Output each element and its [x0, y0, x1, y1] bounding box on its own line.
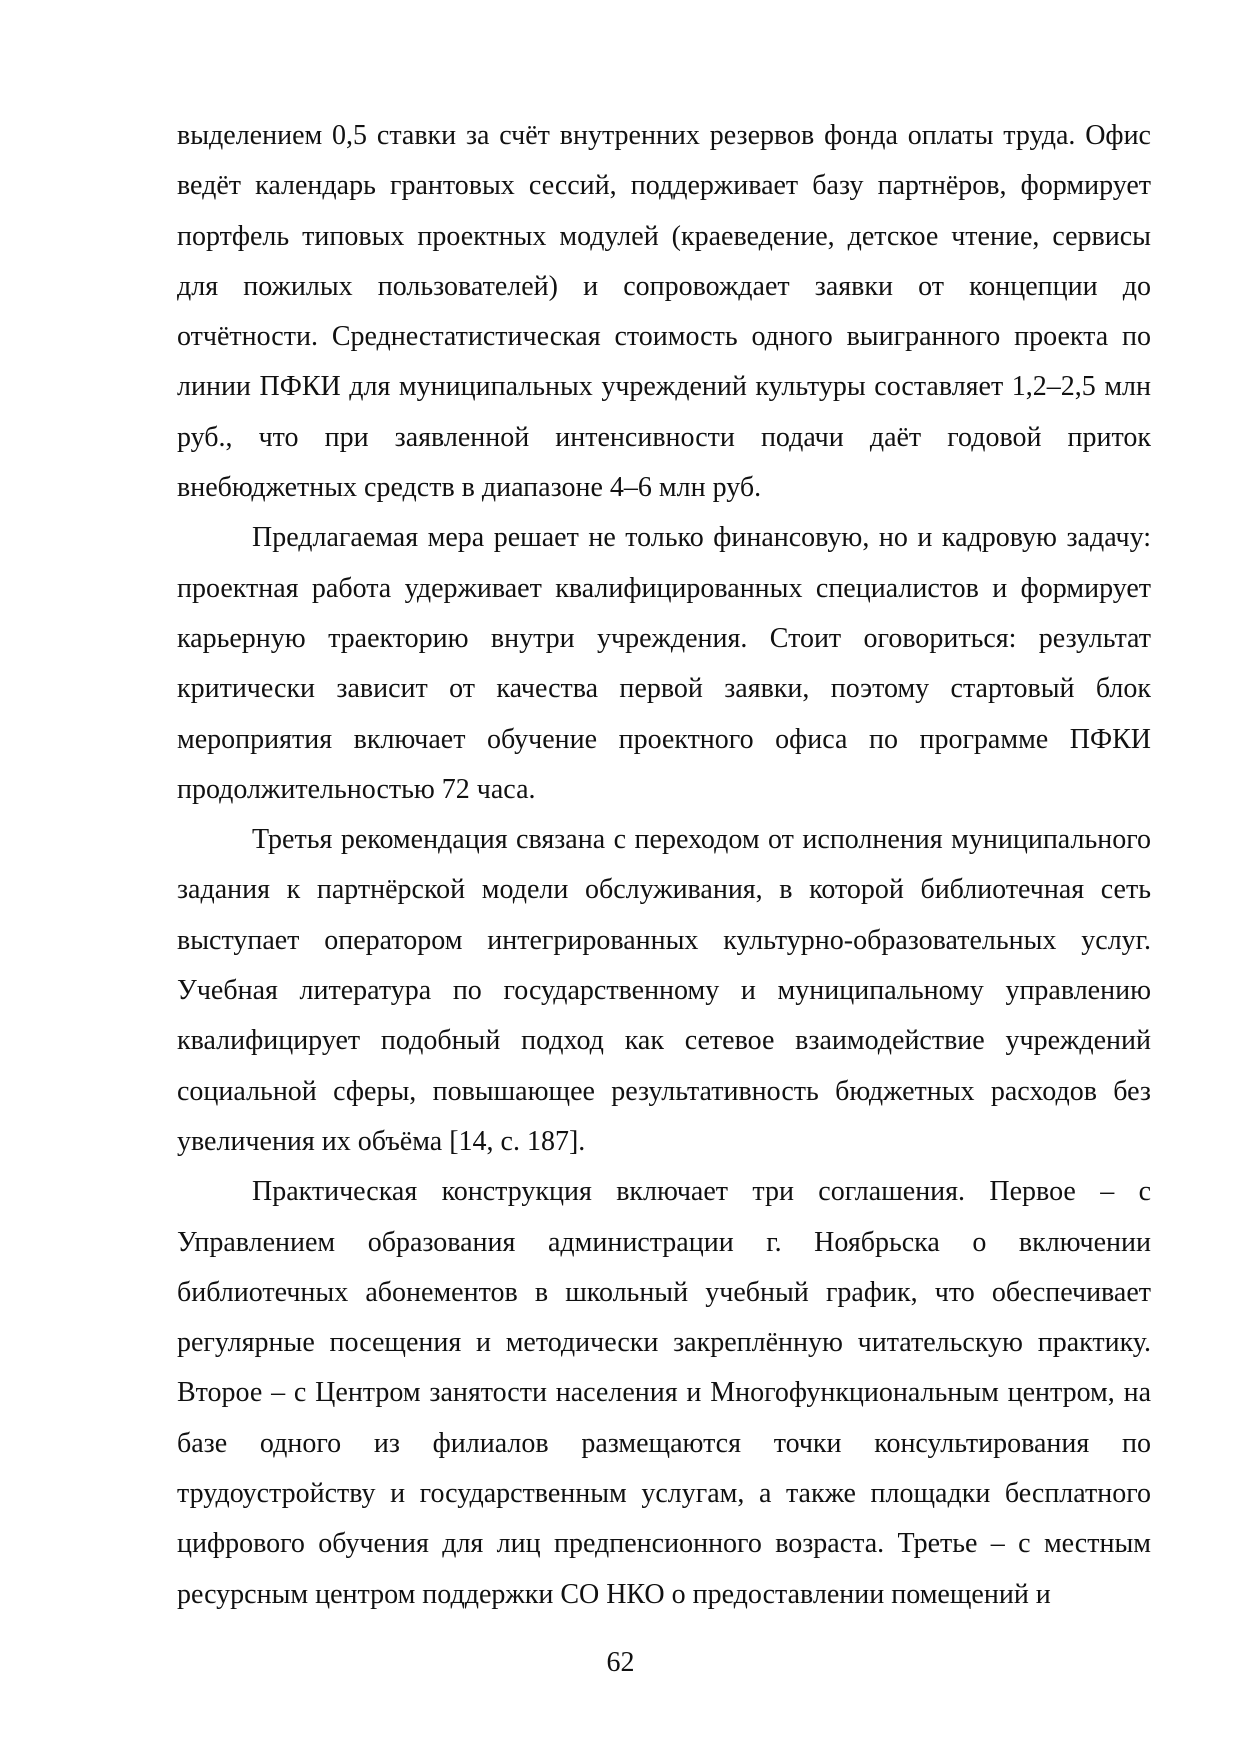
body-text	[177, 111, 1151, 1620]
paragraph-third-recommendation: Третья рекомендация связана с переходом от исполнения муниципального задания к партнёрской модели обслуживания, в которой библиотечная сеть выступает оператором интегрированных культурно-образовательных услуг. Учебная литература по государственному и муниципальному управлению квалифицирует подобный подход как сетевое взаимодействие учреждений социальной сферы, повышающее результативность бюджетных расходов без увеличения их объёма [14, с. 187].	[177, 824, 1151, 1157]
paragraph-partnership-agreements: Практическая конструкция включает три соглашения. Первое – с Управлением образования администрации г. Ноябрьска о включении библиотечных абонементов в школьный учебный график, что обеспечивает регулярные посещения и методически закреплённую читательскую практику. Второе – с Центром занятости населения и Многофункциональным центром, на базе одного из филиалов размещаются точки консультирования по трудоустройству и государственным услугам, а также площадки бесплатного цифрового обучения для лиц предпенсионного возраста. Третье – с местным ресурсным центром поддержки СО НКО о предоставлении помещений и	[177, 1176, 1151, 1610]
paragraph-continuation: выделением 0,5 ставки за счёт внутренних резервов фонда оплаты труда. Офис ведёт календарь грантовых сессий, поддерживает базу партнёров, формирует портфель типовых проектных модулей (краеведение, детское чтение, сервисы для пожилых пользователей) и сопровождает заявки от концепции до отчётности. Среднестатистическая стоимость одного выигранного проекта по линии ПФКИ для муниципальных учреждений культуры составляет 1,2–2,5 млн руб., что при заявленной интенсивности подачи даёт годовой приток внебюджетных средств в диапазоне 4–6 млн руб.	[177, 120, 1151, 504]
page-number: 62	[606, 1647, 635, 1678]
paragraph-project-office-staffing: Предлагаемая мера решает не только финансовую, но и кадровую задачу: проектная работа удерживает квалифицированных специалистов и формирует карьерную траекторию внутри учреждения. Стоит оговориться: результат критически зависит от качества первой заявки, поэтому стартовый блок мероприятия включает обучение проектного офиса по программе ПФКИ продолжительностью 72 часа.	[177, 522, 1151, 805]
